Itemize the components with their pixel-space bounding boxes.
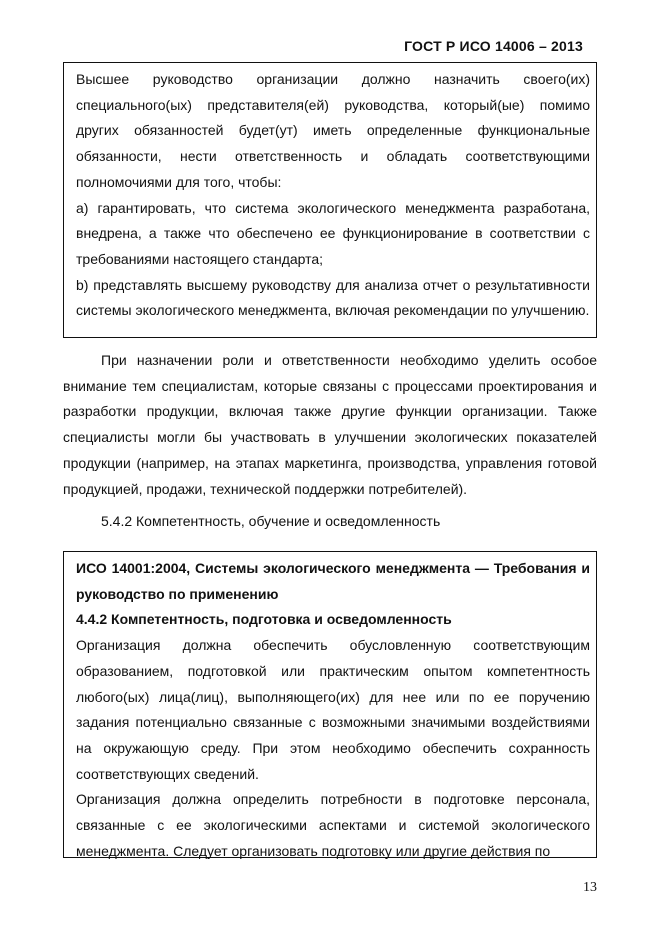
iso-quote-title: ИСО 14001:2004, Системы экологического менеджмента — Требования и руководство по применению xyxy=(76,560,590,602)
requirement-paragraph: Высшее руководство организации должно назначить своего(их) специального(ых) представителя(ей) руководства, который(ые) помимо других обязанностей будет(ут) иметь определенные функциональные обязанности, нести ответственность и обладать соответствующими полномочиями для того, чтобы: xyxy=(76,71,590,190)
subsection-heading: 5.4.2 Компетентность, обучение и осведомленность xyxy=(101,513,441,529)
document-header: ГОСТ Р ИСО 14006 – 2013 xyxy=(404,38,583,54)
quoted-requirement-box xyxy=(63,62,597,338)
iso-quote-paragraph-2: Организация должна определить потребности в подготовке персонала, связанные с ее экологическими аспектами и системой экологического менеджмента. Следует организовать подготовку или другие действия по xyxy=(76,791,590,859)
page-number: 13 xyxy=(583,880,597,895)
body-paragraph: При назначении роли и ответственности необходимо уделить особое внимание тем специалистам, которые связаны с процессами проектирования и разработки продукции, включая также другие функции организации. Также специалисты могли бы участвовать в улучшении экологических показателей продукции (например, на этапах маркетинга, производства, управления готовой продукцией, продажи, технической поддержки потребителей). xyxy=(63,352,597,497)
iso-quote-box xyxy=(63,551,597,858)
requirement-item-a: а) гарантировать, что система экологического менеджмента разработана, внедрена, а также что обеспечено ее функционирование в соответствии с требованиями настоящего стандарта; xyxy=(76,199,590,267)
iso-clause-heading: 4.4.2 Компетентность, подготовка и осведомленность xyxy=(76,611,452,628)
iso-quote-paragraph-1: Организация должна обеспечить обусловленную соответствующим образованием, подготовкой или практическим опытом компетентность любого(ых) лица(лиц), выполняющего(их) для нее или по ее поручению задания потенциально связанные с возможными значимыми воздействиями на окружающую среду. При этом необходимо обеспечить сохранность соответствующих сведений. xyxy=(76,637,590,782)
requirement-item-b: b) представлять высшему руководству для анализа отчет о результативности системы экологического менеджмента, включая рекомендации по улучшению. xyxy=(76,276,590,319)
